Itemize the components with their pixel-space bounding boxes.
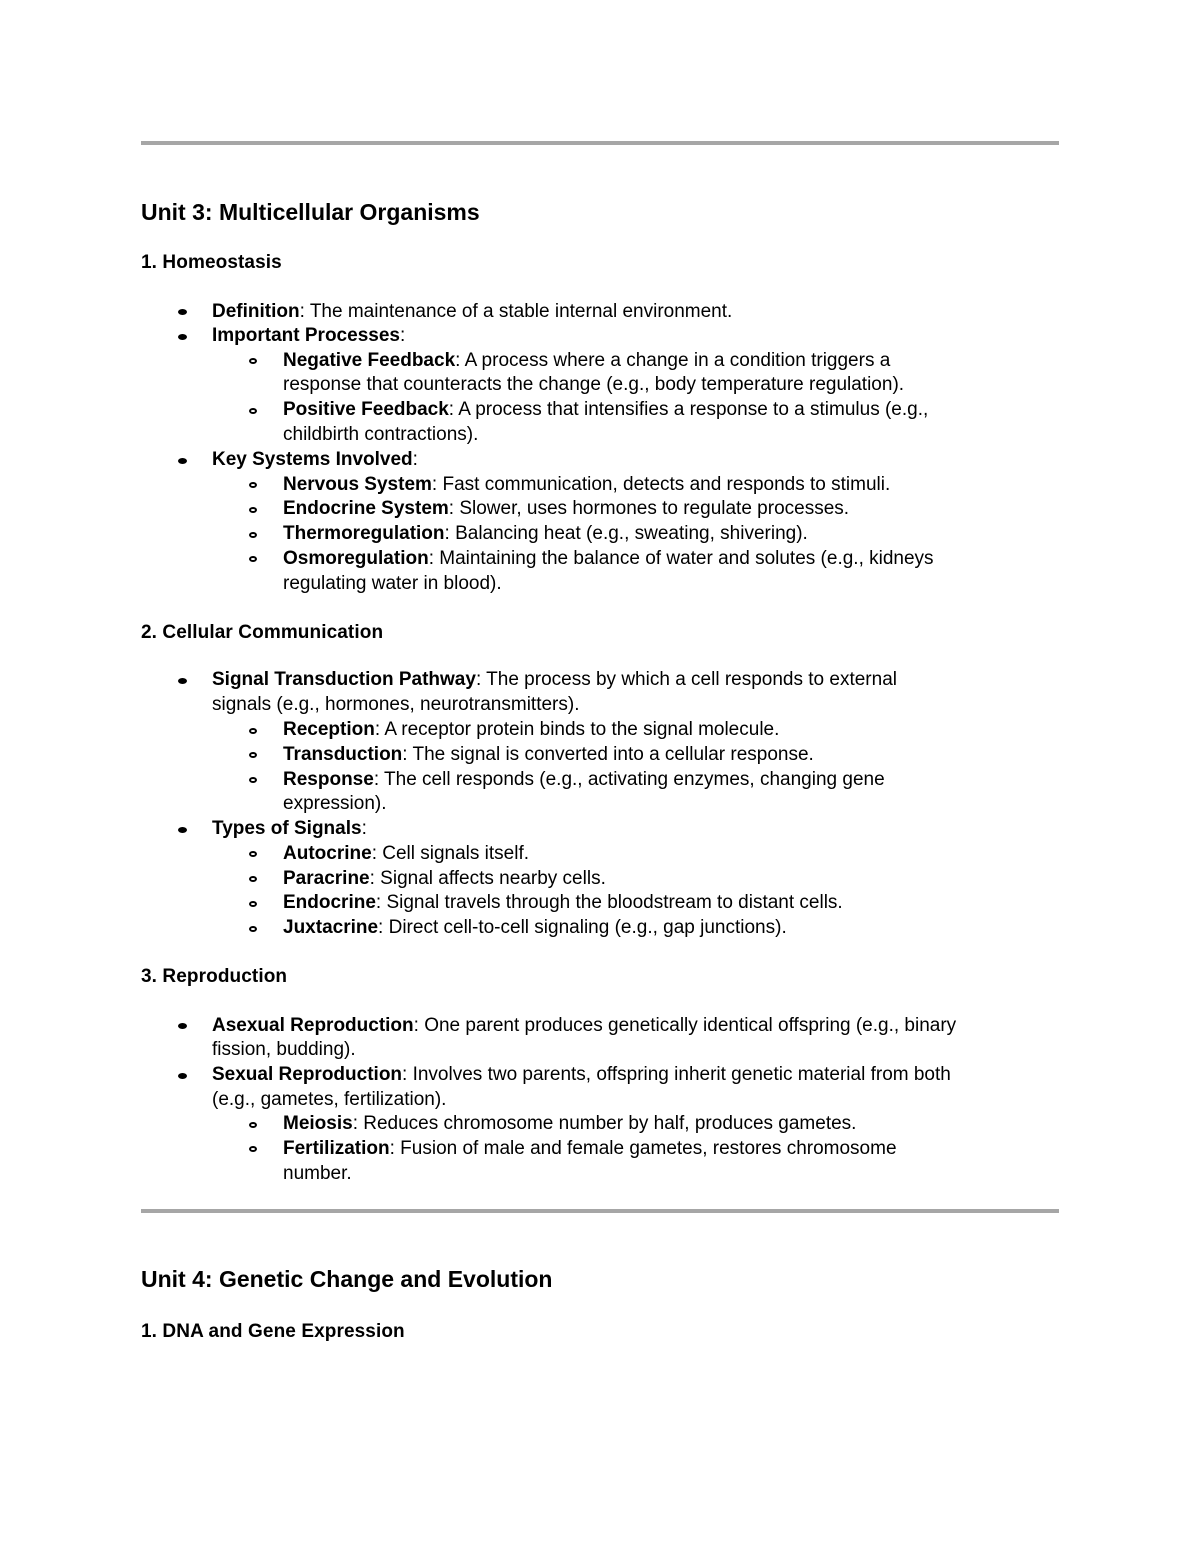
list-item-signal-pathway: Signal Transduction Pathway: The process by which a cell responds to external [212,669,897,690]
reproduction-heading: 3. Reproduction [141,966,288,987]
top-divider [141,141,1059,145]
unit-4-title: Unit 4: Genetic Change and Evolution [141,1266,553,1292]
list-item-fertilization: Fertilization: Fusion of male and female gametes, restores chromosome [283,1138,897,1159]
list-item-osmoregulation: Osmoregulation: Maintaining the balance of water and solutes (e.g., kidneys [283,548,934,569]
list-item-negative-feedback: Negative Feedback: A process where a change in a condition triggers a [283,350,891,371]
sub-bullet-icon [249,777,257,783]
homeostasis-heading: 1. Homeostasis [141,252,282,273]
list-item-sexual: Sexual Reproduction: Involves two parents, offspring inherit genetic material from both [212,1064,951,1085]
sub-bullet-icon [249,358,257,364]
bullet-icon [178,827,187,833]
list-item-signal-pathway-cont: signals (e.g., hormones, neurotransmitters). [212,694,580,715]
list-item-sexual-cont: (e.g., gametes, fertilization). [212,1089,447,1110]
list-item-negative-feedback-cont: response that counteracts the change (e.g., body temperature regulation). [283,374,905,395]
list-item-definition: Definition: The maintenance of a stable internal environment. [212,301,733,322]
list-item-response: Response: The cell responds (e.g., activating enzymes, changing gene [283,769,885,790]
cellular-communication-heading: 2. Cellular Communication [141,622,384,643]
sub-bullet-icon [249,876,257,882]
list-item-thermoregulation: Thermoregulation: Balancing heat (e.g., sweating, shivering). [283,523,808,544]
list-item-positive-feedback: Positive Feedback: A process that intensifies a response to a stimulus (e.g., [283,399,929,420]
unit-3-title: Unit 3: Multicellular Organisms [141,199,480,225]
list-item-important-processes: Important Processes: [212,325,406,346]
list-item-paracrine: Paracrine: Signal affects nearby cells. [283,868,606,889]
list-item-meiosis: Meiosis: Reduces chromosome number by half, produces gametes. [283,1113,857,1134]
sub-bullet-icon [249,728,257,734]
list-item-positive-feedback-cont: childbirth contractions). [283,424,479,445]
list-item-endocrine-system: Endocrine System: Slower, uses hormones to regulate processes. [283,498,850,519]
sub-bullet-icon [249,556,257,562]
list-item-nervous-system: Nervous System: Fast communication, detects and responds to stimuli. [283,474,891,495]
list-item-types-of-signals: Types of Signals: [212,818,367,839]
sub-bullet-icon [249,926,257,932]
sub-bullet-icon [249,532,257,538]
bullet-icon [178,334,187,340]
bullet-icon [178,458,187,464]
sub-bullet-icon [249,901,257,907]
list-item-endocrine: Endocrine: Signal travels through the bloodstream to distant cells. [283,892,843,913]
section-divider [141,1209,1059,1213]
list-item-asexual-cont: fission, budding). [212,1039,356,1060]
list-item-autocrine: Autocrine: Cell signals itself. [283,843,530,864]
sub-bullet-icon [249,507,257,513]
sub-bullet-icon [249,752,257,758]
list-item-juxtacrine: Juxtacrine: Direct cell-to-cell signaling (e.g., gap junctions). [283,917,787,938]
sub-bullet-icon [249,851,257,857]
list-item-response-cont: expression). [283,793,387,814]
sub-bullet-icon [249,408,257,414]
list-item-transduction: Transduction: The signal is converted into a cellular response. [283,744,814,765]
bullet-icon [178,1023,187,1029]
bullet-icon [178,309,187,315]
list-item-fertilization-cont: number. [283,1163,352,1184]
list-item-osmoregulation-cont: regulating water in blood). [283,573,502,594]
list-item-key-systems: Key Systems Involved: [212,449,418,470]
list-item-asexual: Asexual Reproduction: One parent produces genetically identical offspring (e.g., binary [212,1015,957,1036]
sub-bullet-icon [249,482,257,488]
bullet-icon [178,678,187,684]
dna-gene-expression-heading: 1. DNA and Gene Expression [141,1321,405,1342]
bullet-icon [178,1073,187,1079]
sub-bullet-icon [249,1122,257,1128]
sub-bullet-icon [249,1146,257,1152]
list-item-reception: Reception: A receptor protein binds to the signal molecule. [283,719,780,740]
